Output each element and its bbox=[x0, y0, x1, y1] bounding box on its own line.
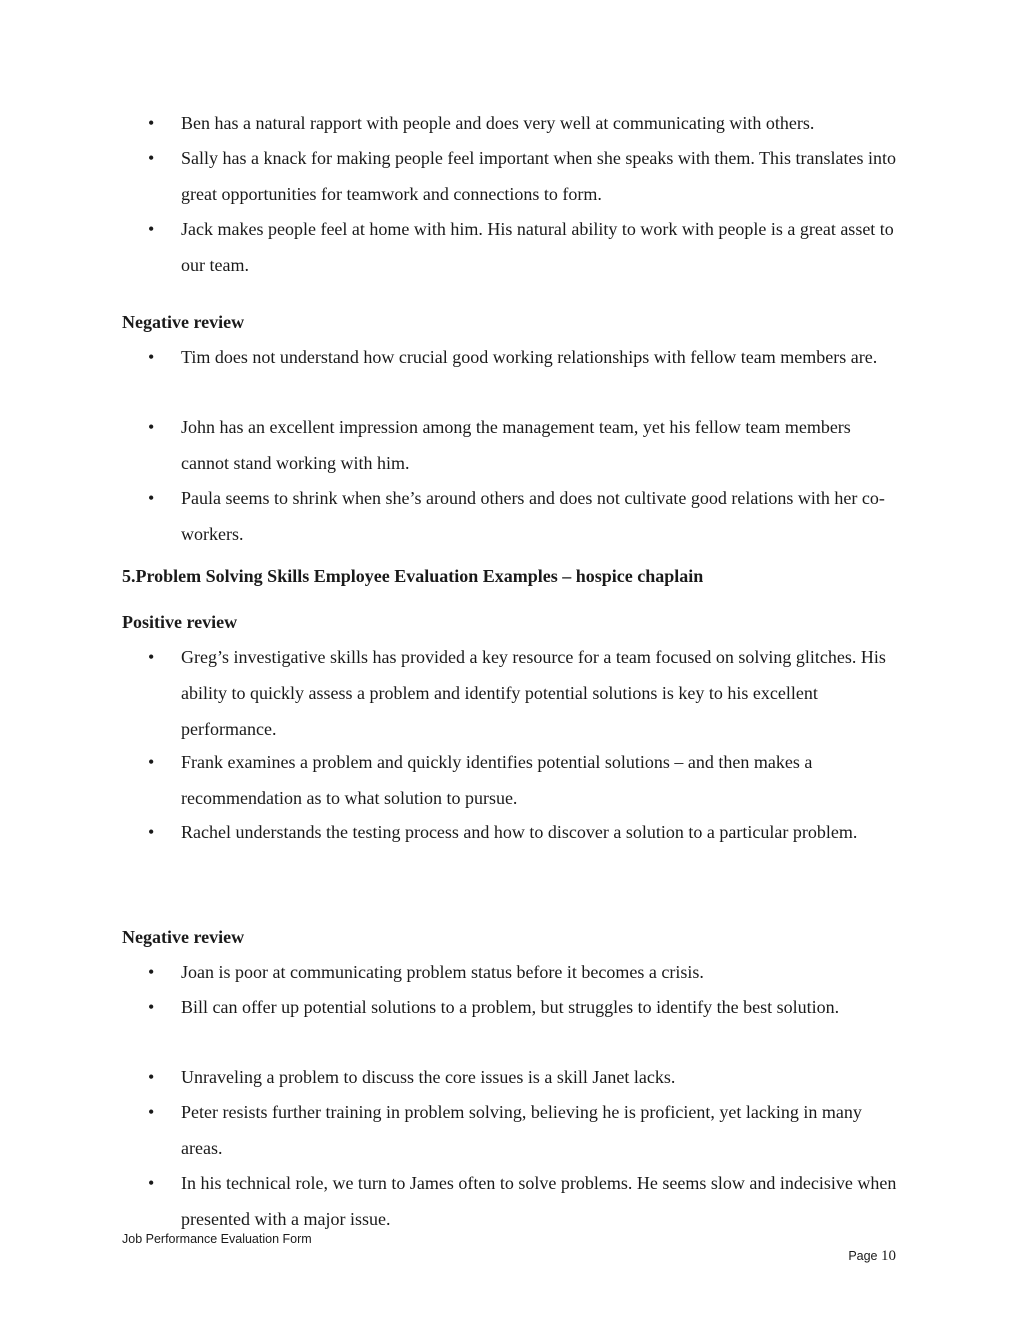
negative-review-heading: Negative review bbox=[122, 927, 245, 947]
bullet-icon: • bbox=[148, 148, 155, 168]
footer-form-title: Job Performance Evaluation Form bbox=[122, 1232, 312, 1246]
bullet-icon: • bbox=[148, 347, 155, 367]
list-item-text: Jack makes people feel at home with him. His natural ability to work with people is a great asset to our team. bbox=[181, 219, 894, 275]
bullet-icon: • bbox=[148, 1102, 155, 1122]
bullet-icon: • bbox=[148, 1173, 155, 1193]
section-title: 5.Problem Solving Skills Employee Evaluation Examples – hospice chaplain bbox=[122, 566, 704, 586]
positive-review-heading: Positive review bbox=[122, 612, 238, 632]
list-item-text: Rachel understands the testing process and how to discover a solution to a particular problem. bbox=[181, 822, 858, 842]
bullet-icon: • bbox=[148, 417, 155, 437]
list-item-text: Greg’s investigative skills has provided a key resource for a team focused on solving glitches. His ability to quickly assess a problem and identify potential solutions is key to his excellent performance. bbox=[181, 647, 886, 739]
page-label: Page bbox=[848, 1249, 878, 1263]
bullet-icon: • bbox=[148, 1067, 155, 1087]
bullet-icon: • bbox=[148, 962, 155, 982]
bullet-icon: • bbox=[148, 822, 155, 842]
bullet-icon: • bbox=[148, 488, 155, 508]
list-item-text: Peter resists further training in problem solving, believing he is proficient, yet lacking in many areas. bbox=[181, 1102, 862, 1158]
page-number-value: 10 bbox=[881, 1248, 896, 1264]
bullet-icon: • bbox=[148, 997, 155, 1017]
bullet-icon: • bbox=[148, 647, 155, 667]
list-item-text: Paula seems to shrink when she’s around others and does not cultivate good relations with her co-workers. bbox=[181, 488, 885, 544]
bullet-icon: • bbox=[148, 113, 155, 133]
negative-review-heading: Negative review bbox=[122, 312, 245, 332]
list-item-text: Tim does not understand how crucial good working relationships with fellow team members are. bbox=[181, 347, 878, 367]
bullet-icon: • bbox=[148, 752, 155, 772]
list-item-text: Bill can offer up potential solutions to a problem, but struggles to identify the best solution. bbox=[181, 997, 840, 1017]
list-item-text: In his technical role, we turn to James often to solve problems. He seems slow and indecisive when presented with a major issue. bbox=[181, 1173, 897, 1229]
list-item-text: Unraveling a problem to discuss the core issues is a skill Janet lacks. bbox=[181, 1067, 676, 1087]
bullet-icon: • bbox=[148, 219, 155, 239]
list-item-text: Sally has a knack for making people feel important when she speaks with them. This translates into great opportunities for teamwork and connections to form. bbox=[181, 148, 896, 204]
list-item-text: Ben has a natural rapport with people and does very well at communicating with others. bbox=[181, 113, 815, 133]
page-number bbox=[848, 1248, 896, 1264]
list-item-text: John has an excellent impression among the management team, yet his fellow team members cannot stand working with him. bbox=[181, 417, 851, 473]
list-item-text: Frank examines a problem and quickly identifies potential solutions – and then makes a recommendation as to what solution to pursue. bbox=[181, 752, 813, 808]
list-item-text: Joan is poor at communicating problem status before it becomes a crisis. bbox=[181, 962, 704, 982]
